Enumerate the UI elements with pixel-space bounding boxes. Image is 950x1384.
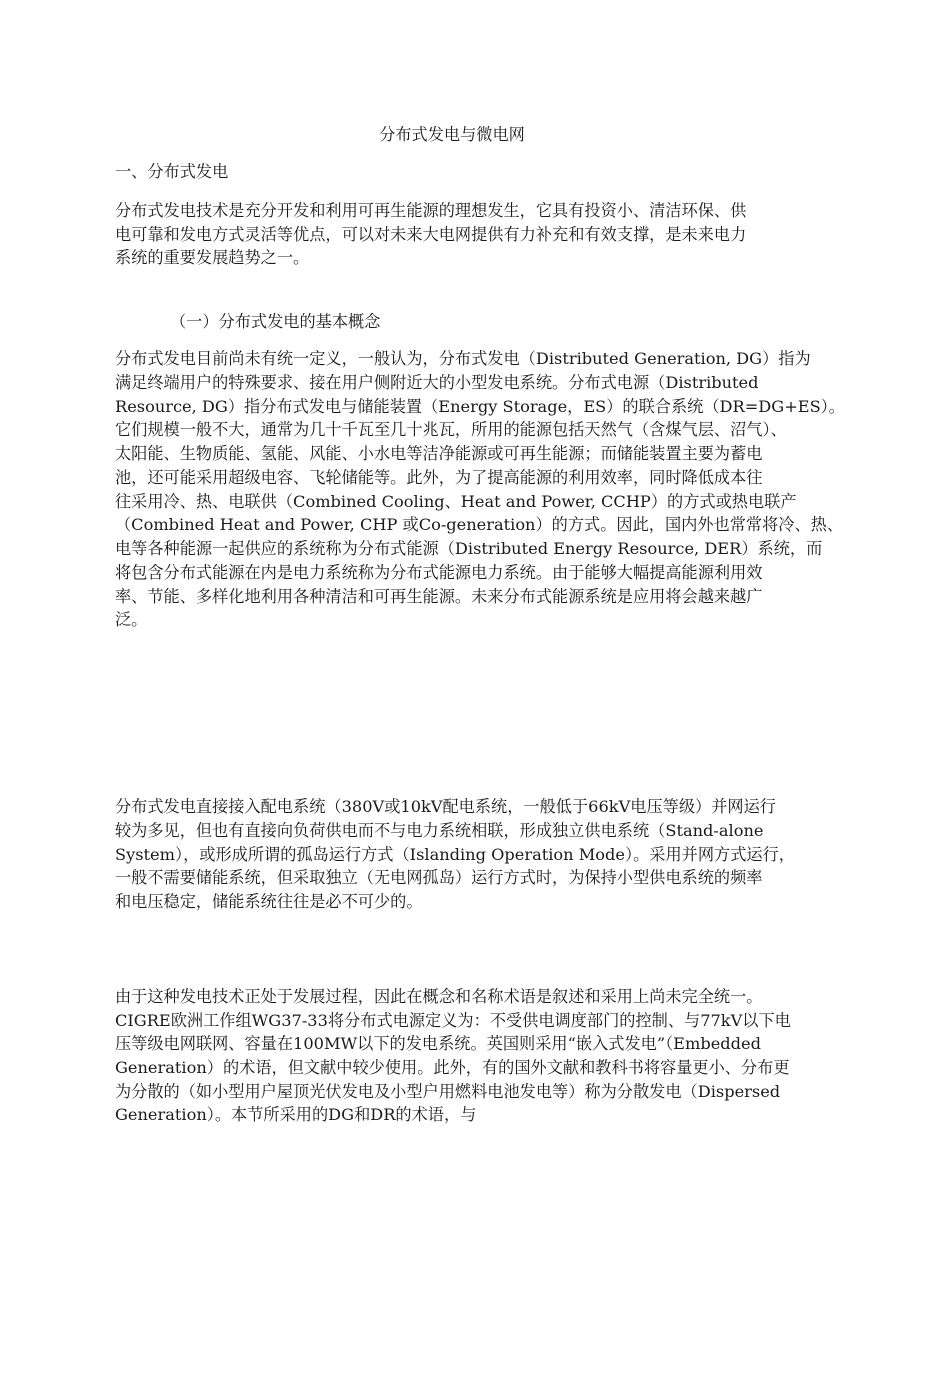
paragraph-line: 和电压稳定，储能系统往往是必不可少的。 — [115, 892, 423, 911]
paragraph-line: Generation）的术语，但文献中较少使用。此外，有的国外文献和教科书将容量更小、分布更 — [115, 1058, 790, 1077]
subsection-heading: （一）分布式发电的基本概念 — [170, 312, 381, 331]
paragraph-line: Resource, DG）指分布式发电与储能装置（Energy Storage，ES）的联合系统（DR=DG+ES）。 — [115, 397, 845, 416]
paragraph-line: CIGRE欧洲工作组WG37-33将分布式电源定义为：不受供电调度部门的控制、与77kV以下电 — [115, 1011, 791, 1030]
section-heading: 一、分布式发电 — [115, 162, 229, 181]
paragraph-line: 太阳能、生物质能、氢能、风能、小水电等洁净能源或可再生能源；而储能装置主要为蓄电 — [115, 444, 763, 463]
paragraph-line: 往采用冷、热、电联供（Combined Cooling、Heat and Power, CCHP）的方式或热电联产 — [115, 492, 797, 511]
paragraph-line: 它们规模一般不大，通常为几十千瓦至几十兆瓦，所用的能源包括天然气（含煤气层、沼气）、 — [115, 420, 787, 439]
paragraph-line: （Combined Heat and Power, CHP 或Co-generation）的方式。因此，国内外也常常将冷、热、 — [115, 515, 844, 534]
paragraph-line: 由于这种发电技术正处于发展过程，因此在概念和名称术语是叙述和采用上尚未完全统一。 — [115, 987, 763, 1006]
paragraph-line: 分布式发电目前尚未有统一定义，一般认为，分布式发电（Distributed Generation, DG）指为 — [115, 349, 811, 368]
paragraph-line: 池，还可能采用超级电容、飞轮储能等。此外，为了提高能源的利用效率，同时降低成本往 — [115, 468, 763, 487]
document-title: 分布式发电与微电网 — [379, 125, 525, 144]
paragraph-line: 电可靠和发电方式灵活等优点，可以对未来大电网提供有力补充和有效支撑，是未来电力 — [115, 225, 747, 244]
paragraph-line: 为分散的（如小型用户屋顶光伏发电及小型户用燃料电池发电等）称为分散发电（Dispersed — [115, 1082, 781, 1101]
paragraph-line: 一般不需要储能系统，但采取独立（无电网孤岛）运行方式时，为保持小型供电系统的频率 — [115, 868, 763, 887]
paragraph-line: 分布式发电技术是充分开发和利用可再生能源的理想发生，它具有投资小、清洁环保、供 — [115, 201, 747, 220]
paragraph-line: 系统的重要发展趋势之一。 — [115, 248, 310, 267]
paragraph-line: 电等各种能源一起供应的系统称为分布式能源（Distributed Energy Resource, DER）系统，而 — [115, 539, 823, 558]
paragraph-line: Generation）。本节所采用的DG和DR的术语，与 — [115, 1105, 477, 1124]
paragraph-line: System），或形成所谓的孤岛运行方式（Islanding Operation Mode）。采用并网方式运行， — [115, 845, 795, 864]
paragraph-line: 分布式发电直接接入配电系统（380V或10kV配电系统，一般低于66kV电压等级）并网运行 — [115, 797, 776, 816]
paragraph-line: 率、节能、多样化地利用各种清洁和可再生能源。未来分布式能源系统是应用将会越来越广 — [115, 587, 763, 606]
paragraph-line: 泛。 — [115, 610, 148, 629]
paragraph-line: 压等级电网联网、容量在100MW以下的发电系统。英国则采用“嵌入式发电”（Embedded — [115, 1034, 761, 1053]
paragraph-line: 满足终端用户的特殊要求、接在用户侧附近大的小型发电系统。分布式电源（Distributed — [115, 373, 759, 392]
paragraph-line: 将包含分布式能源在内是电力系统称为分布式能源电力系统。由于能够大幅提高能源利用效 — [115, 563, 763, 582]
paragraph-line: 较为多见，但也有直接向负荷供电而不与电力系统相联，形成独立供电系统（Stand-alone — [115, 821, 764, 840]
